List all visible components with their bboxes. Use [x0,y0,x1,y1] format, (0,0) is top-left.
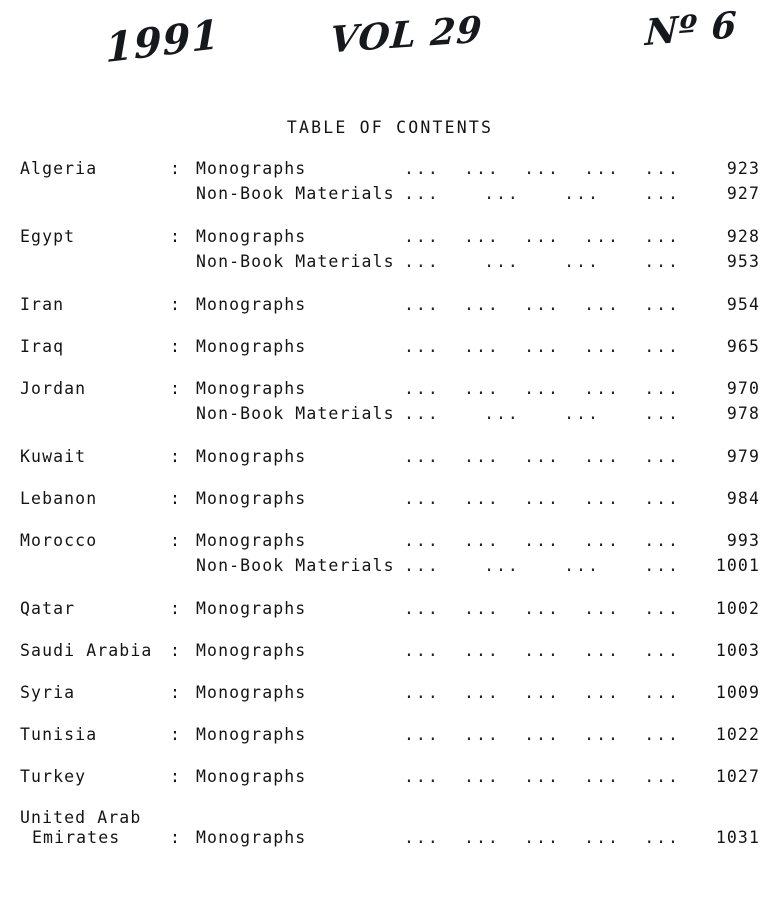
leader-dots: ... ... ... ... ... [404,379,680,398]
colon-separator: : [170,641,182,660]
page-number: 978 [726,404,760,423]
country-label: Egypt [20,227,76,246]
entry-item-label: Monographs [196,641,307,660]
entry-item-label: Monographs [196,599,307,618]
page-number: 928 [726,227,760,246]
toc-row[interactable] [20,184,760,210]
toc-row[interactable] [20,808,760,847]
entry-item-label: Monographs [196,725,307,744]
leader-dots: ... ... ... ... ... [404,489,680,508]
page-number: 1003 [715,641,760,660]
colon-separator: : [170,531,182,550]
toc-row[interactable] [20,640,760,666]
page-number: 1009 [715,683,760,702]
page-number: 954 [726,295,760,314]
leader-dots: ... ... ... ... ... [404,295,680,314]
entry-item-label: Monographs [196,295,307,314]
toc-entry [20,226,760,278]
toc-row[interactable] [20,404,760,430]
colon-separator: : [170,295,182,314]
toc-entry [20,808,760,847]
leader-dots: ... ... ... ... [404,184,680,203]
colon-separator: : [170,683,182,702]
leader-dots: ... ... ... ... ... [404,641,680,660]
toc-entry [20,682,760,708]
toc-row[interactable] [20,294,760,320]
entry-item-label: Monographs [196,683,307,702]
colon-separator: : [170,489,182,508]
toc-entry [20,378,760,430]
leader-dots: ... ... ... ... ... [404,531,680,550]
toc-row[interactable] [20,252,760,278]
entry-item-label: Monographs [196,379,307,398]
entry-item-label: Monographs [196,227,307,246]
leader-dots: ... ... ... ... ... [404,725,680,744]
country-label: Algeria [20,159,98,178]
page-number: 965 [726,337,760,356]
country-label: Jordan [20,379,87,398]
leader-dots: ... ... ... ... ... [404,337,680,356]
page-number: 953 [726,252,760,271]
country-label: Lebanon [20,489,98,508]
page-number: 1002 [715,599,760,618]
entry-item-label: Monographs [196,531,307,550]
leader-dots: ... ... ... ... [404,556,680,575]
toc-row[interactable] [20,336,760,362]
colon-separator: : [170,159,182,178]
toc-entry [20,640,760,666]
handwritten-issue-number: Nº 6 [644,3,739,55]
toc-entry [20,488,760,514]
entry-item-label: Non-Book Materials [196,556,395,575]
leader-dots: ... ... ... ... ... [404,767,680,786]
leader-dots: ... ... ... ... [404,252,680,271]
toc-row[interactable] [20,378,760,404]
entry-item-label: Monographs [196,337,307,356]
page-number: 1027 [715,767,760,786]
leader-dots: ... ... ... ... [404,404,680,423]
entry-item-label: Monographs [196,159,307,178]
colon-separator: : [170,828,182,847]
entry-item-label: Non-Book Materials [196,252,395,271]
toc-row[interactable] [20,598,760,624]
toc-row[interactable] [20,724,760,750]
toc-entry [20,336,760,362]
toc-entry [20,158,760,210]
country-label: Saudi Arabia [20,641,153,660]
toc-entry [20,766,760,792]
country-label: Tunisia [20,725,98,744]
colon-separator: : [170,379,182,398]
page-number: 993 [726,531,760,550]
leader-dots: ... ... ... ... ... [404,159,680,178]
country-label: Iraq [20,337,65,356]
toc-row[interactable] [20,446,760,472]
toc-entry [20,724,760,750]
leader-dots: ... ... ... ... ... [404,447,680,466]
country-label: United Arab Emirates [20,808,142,847]
page-number: 923 [726,159,760,178]
leader-dots: ... ... ... ... ... [404,828,680,847]
entry-item-label: Non-Book Materials [196,404,395,423]
colon-separator: : [170,767,182,786]
toc-entry [20,598,760,624]
toc-row[interactable] [20,488,760,514]
toc-entry [20,294,760,320]
entry-item-label: Monographs [196,489,307,508]
handwritten-annotations [0,0,780,110]
country-label: Turkey [20,767,87,786]
entry-item-label: Monographs [196,447,307,466]
leader-dots: ... ... ... ... ... [404,599,680,618]
entry-item-label: Monographs [196,828,307,847]
page-number: 1001 [715,556,760,575]
page-number: 927 [726,184,760,203]
table-of-contents [20,158,760,847]
toc-row[interactable] [20,556,760,582]
toc-entry [20,446,760,472]
toc-row[interactable] [20,682,760,708]
colon-separator: : [170,227,182,246]
page-number: 984 [726,489,760,508]
colon-separator: : [170,725,182,744]
toc-entry [20,530,760,582]
page-number: 979 [726,447,760,466]
leader-dots: ... ... ... ... ... [404,683,680,702]
toc-row[interactable] [20,226,760,252]
country-label: Iran [20,295,65,314]
page-title: TABLE OF CONTENTS [286,118,494,137]
entry-item-label: Non-Book Materials [196,184,395,203]
handwritten-year: 1991 [105,10,221,73]
country-label: Qatar [20,599,76,618]
colon-separator: : [170,337,182,356]
toc-row[interactable] [20,530,760,556]
page-number: 1031 [715,828,760,847]
toc-row[interactable] [20,766,760,792]
country-label: Syria [20,683,76,702]
page-number: 1022 [715,725,760,744]
page-number: 970 [726,379,760,398]
country-label: Kuwait [20,447,87,466]
colon-separator: : [170,599,182,618]
handwritten-volume: VOL 29 [328,8,484,62]
entry-item-label: Monographs [196,767,307,786]
country-label: Morocco [20,531,98,550]
leader-dots: ... ... ... ... ... [404,227,680,246]
toc-row[interactable] [20,158,760,184]
colon-separator: : [170,447,182,466]
